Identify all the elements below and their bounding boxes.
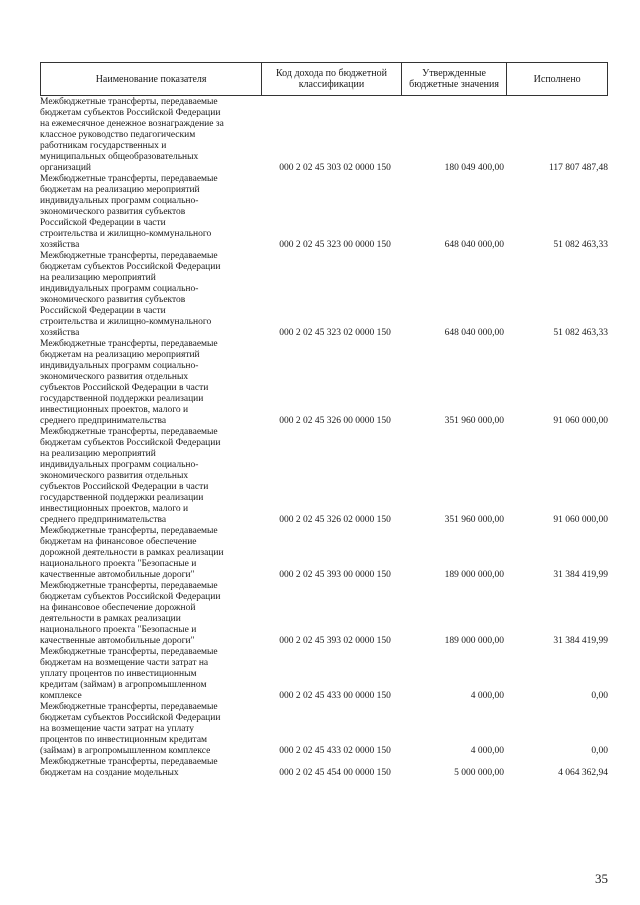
table-row: [40, 427, 608, 526]
cell-name: Межбюджетные трансферты, передаваемые бюджетам субъектов Российской Федерации на возмещение части затрат на уплату процентов по инвестиционным кредитам (займам) в агропромышленном комплексе: [40, 702, 221, 756]
cell-approved: 180 049 400,00: [444, 163, 504, 173]
cell-executed: 0,00: [591, 746, 608, 756]
cell-approved: 189 000 000,00: [444, 570, 504, 580]
table-row: [40, 526, 608, 581]
cell-executed: 51 082 463,33: [553, 240, 608, 250]
cell-executed: 51 082 463,33: [553, 328, 608, 338]
table-row: [40, 757, 608, 779]
cell-code: 000 2 02 45 326 00 0000 150: [279, 416, 391, 426]
table-body: [40, 97, 608, 779]
cell-code: 000 2 02 45 454 00 0000 150: [279, 768, 391, 778]
header-executed: Исполнено: [533, 73, 581, 85]
cell-code: 000 2 02 45 323 00 0000 150: [279, 240, 391, 250]
header-code: Код дохода по бюджетной классификации: [262, 63, 402, 95]
cell-name: Межбюджетные трансферты, передаваемые бюджетам субъектов Российской Федерации на реализацию мероприятий индивидуальных программ социально- экономического развития отдельных субъектов Российской Федерации в части государственной поддержки реализации инвестиционных проектов, малого и среднего предпринимательства: [40, 427, 221, 525]
table-row: [40, 174, 608, 251]
cell-executed: 117 807 487,48: [548, 163, 608, 173]
header-name: Наименование показателя: [41, 63, 262, 95]
cell-executed: 31 384 419,99: [553, 570, 608, 580]
cell-approved: 4 000,00: [470, 691, 504, 701]
cell-name: Межбюджетные трансферты, передаваемые бюджетам субъектов Российской Федерации на реализацию мероприятий индивидуальных программ социально- экономического развития субъектов Российской Федерации в части строительства и жилищно-коммунального хозяйства: [40, 251, 221, 338]
cell-approved: 648 040 000,00: [444, 240, 504, 250]
page-number: 35: [595, 871, 608, 886]
cell-name: Межбюджетные трансферты, передаваемые бюджетам на финансовое обеспечение дорожной деятельности в рамках реализации национального проекта "Безопасные и качественные автомобильные дороги": [40, 526, 224, 580]
cell-approved: 4 000,00: [470, 746, 504, 756]
cell-approved: 351 960 000,00: [444, 416, 504, 426]
table-row: [40, 251, 608, 339]
cell-name: Межбюджетные трансферты, передаваемые бюджетам на создание модельных: [40, 757, 218, 778]
cell-name: Межбюджетные трансферты, передаваемые бюджетам на реализацию мероприятий индивидуальных программ социально- экономического развития отдельных субъектов Российской Федерации в части государственной поддержки реализации инвестиционных проектов, малого и среднего предпринимательства: [40, 339, 218, 426]
cell-code: 000 2 02 45 323 02 0000 150: [279, 328, 391, 338]
table-row: [40, 339, 608, 427]
cell-executed: 31 384 419,99: [553, 636, 608, 646]
cell-code: 000 2 02 45 326 02 0000 150: [279, 515, 391, 525]
cell-executed: 91 060 000,00: [553, 416, 608, 426]
header-approved: Утвержденные бюджетные значения: [402, 63, 508, 95]
cell-executed: 0,00: [591, 691, 608, 701]
cell-approved: 189 000 000,00: [444, 636, 504, 646]
cell-executed: 4 064 362,94: [558, 768, 608, 778]
cell-approved: 351 960 000,00: [444, 515, 504, 525]
cell-code: 000 2 02 45 433 02 0000 150: [279, 746, 391, 756]
cell-name: Межбюджетные трансферты, передаваемые бюджетам на реализацию мероприятий индивидуальных программ социально- экономического развития субъектов Российской Федерации в части строительства и жилищно-коммунального хозяйства: [40, 174, 218, 250]
table-row: [40, 97, 608, 174]
table-header: [40, 62, 608, 96]
cell-name: Межбюджетные трансферты, передаваемые бюджетам субъектов Российской Федерации на ежемесячное денежное вознаграждение за классное руководство педагогическим работникам государственных и муниципальных общеобразовательных организаций: [40, 97, 224, 173]
table-row: [40, 702, 608, 757]
cell-approved: 648 040 000,00: [444, 328, 504, 338]
cell-approved: 5 000 000,00: [454, 768, 504, 778]
table-row: [40, 647, 608, 702]
cell-code: 000 2 02 45 303 02 0000 150: [279, 163, 391, 173]
cell-code: 000 2 02 45 393 02 0000 150: [279, 636, 391, 646]
cell-name: Межбюджетные трансферты, передаваемые бюджетам на возмещение части затрат на уплату процентов по инвестиционным кредитам (займам) в агропромышленном комплексе: [40, 647, 218, 701]
cell-name: Межбюджетные трансферты, передаваемые бюджетам субъектов Российской Федерации на финансовое обеспечение дорожной деятельности в рамках реализации национального проекта "Безопасные и качественные автомобильные дороги": [40, 581, 221, 646]
table-row: [40, 581, 608, 647]
cell-code: 000 2 02 45 433 00 0000 150: [279, 691, 391, 701]
cell-code: 000 2 02 45 393 00 0000 150: [279, 570, 391, 580]
cell-executed: 91 060 000,00: [553, 515, 608, 525]
